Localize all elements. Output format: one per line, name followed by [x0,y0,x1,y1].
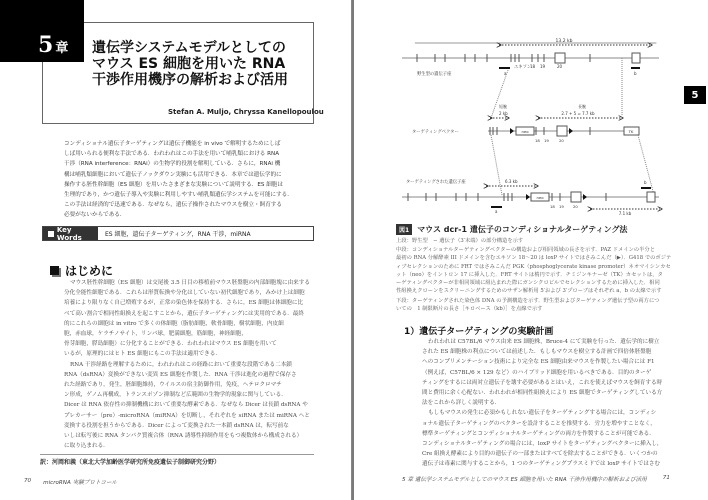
chapter-tab: 5 [684,86,706,104]
book-title: microRNA 実験プロトコール [43,480,118,486]
right-page [354,0,708,500]
text-line: プレカーサー（pre）-microRNA（miRNA）を切断し，それぞれを siRNA または miRNA へと [64,412,310,419]
text-line: 法をこれから詳しく説明する． [422,400,501,407]
text-line: ン形成，ゲノム再構成，トランスポゾン抑制など広範囲の生物学的現象に関与している． [64,392,287,399]
vec-exon-20-label: 20 [559,138,564,143]
targeted-neo-label: neo [536,195,544,200]
loxp-icon [510,128,514,134]
text-line: 変換する役割を担うからである．Dicer によって変換された一本鎖 dsRNA は，転写前な [64,422,289,429]
text-line: RNA 干渉経路を理解するために，われわれはこの経路において重要な段階である二本鎖 [70,361,292,368]
title-line: マウス ES 細胞を用いた RNA [92,56,286,72]
text-line: 干渉（RNA interference：RNAi）の生物学的役割を解明している．さらに，RNAi 機 [64,161,281,168]
chapter-kanji: 章 [55,41,69,56]
short-arm-length: 2 kb [499,111,508,116]
text-line: もしもマウスの発生に必須かもしれない遺伝子をターゲティングする場合には，コンディシ [428,410,657,417]
exon-19-label: 19 [540,64,546,69]
targeted-exon-20-box [571,192,581,202]
text-line: Cre 組換え酵素により目的の遺伝子の一部またはすべてを除去することができる．いくつかの [422,451,658,458]
divider [40,454,314,455]
square-icon [48,231,54,237]
text-line: ーゲティングベクターが非相同領域に組込まれた際にガンシクロビルでセレクションするために挿入した．相同 [396,280,660,287]
text-line: この手法は経済的で迅速である．なぜなら，遺伝子操作されたマウスを樹立・飼育する [64,202,282,209]
projection-line [638,135,654,195]
tgt-exon-18-label: 18 [550,204,555,209]
text-line: 標準ターゲティングとコンディショナルターゲティングの両方を作製することが可能である． [422,430,655,437]
probe-b-bar [631,67,640,69]
chapter-number: 5 [38,32,54,58]
targeted-probe-b-bar [641,187,651,189]
text-line: いるが，原理的にはヒト ES 細胞にもこの手法は適用できる． [64,351,221,358]
text-line: 骨芽細胞，膵島細胞）に分化することができる．われわれはマウス ES 細胞を用いて [64,341,277,348]
text-line: ィブセレクションのために FRT ではさみこんだ PGK（phosphoglycerate kinase promoter）ネオマイシンカセ [396,263,671,270]
short-arm-label: 短腕 [499,104,507,109]
probe-a-label: a [504,71,507,76]
title-frame-line [42,62,43,124]
tk-label: TK [628,129,634,134]
loxp-icon [583,194,587,200]
text-line: 下段：ターゲティングされた染色体 DNA の予測構造を示す．野生型およびターゲティング遺伝子型の両方につ [396,298,660,304]
figure-badge: 図1 [396,224,412,235]
text-line: 必要がないからである． [64,212,126,219]
page-number: 70 [24,478,32,484]
text-line: コンディショナル遺伝子ターゲティングは遺伝子機能を in vivo で解明するためにしば [64,141,281,147]
span-top-label: 13.2 kb [555,39,573,44]
targeted-probe-b: b [644,180,647,185]
text-line: 間と費用に余く心配ない．われわれが相同性組換えにより ES 細胞でターゲティングしている方 [422,390,663,397]
targeted-label: ターゲティングされた遺伝子座 [406,180,466,185]
exon-18-label: 18 [530,64,536,69]
subsection-title: 1）遺伝子ターゲティングの実験計画 [404,327,554,337]
vector-exon-20-box [557,126,567,136]
text-line: に取り込まれる． [64,443,109,450]
text-line: 分化全能性細胞である．これらは形質転換や分化はしていない初代細胞であり，みかけ上は細胞 [64,290,305,297]
text-line: 操作する胚性幹細胞（ES 細胞）を用いたさまざまな実験について説明する．ES 細胞は [64,181,283,188]
text-line: しば用いられる便利な手法である．われわれはこの手法を用いて哺乳類における RNA [64,151,280,158]
vector-label: ターゲティングベクター [412,130,459,135]
loxp-icon [569,128,573,134]
gene-targeting-diagram [354,0,684,215]
footer-chapter: 5 章 遺伝学システムモデルとしてのマウス ES 細胞を用いた RNA 干渉作用機序の解析および活用 [402,477,647,483]
translator-credit: 訳：河岡和義（東北大学加齢医学研究所免疫遺伝子制御研究分野） [40,459,221,466]
probe-b-label: b [634,71,637,76]
section-title: はじめに [65,264,114,278]
long-arm-length: 2.7 + 5 = 7.7 kb [561,111,595,116]
keywords-text: ES 細胞，遺伝子ターゲティング，RNA 干渉，miRNA [105,231,251,238]
figure-caption [396,224,628,235]
body-text [64,278,314,451]
loxp-icon [526,194,530,200]
keywords-label-text: Key Words [56,225,82,242]
text-line: べて高い割合で相同性組換えを起こすことから，遺伝子ターゲティングには実用的である．最終 [64,310,304,317]
span-targeted-right-label: 7.1 kb [618,211,632,215]
authors: Stefan A. Muljo, Chryssa Kanellopoulou [168,108,324,116]
text-line: コンディショナルターゲティングの場合には，loxP サイトをターゲティングベクターに挿入し， [422,441,663,448]
page-footer [402,475,670,483]
figure-desc-middle [396,246,672,296]
text-line: いての 1 制限断片の長さ［キロベース（kb）］を点線で示す [396,306,543,313]
exon-20-label: 20 [557,64,563,69]
text-line: れた経路であり，発生，胚細胞維持，ウイルスの宿主防御作用，免疫，ヘテロクロマチ [64,382,282,389]
text-line: Dicer は RNA 依存性の抑制機構において重要な酵素である．なぜなら Dicer は長鎖 dsRNA や [64,402,308,409]
section-heading [50,262,113,279]
text-line: 培養により限りなく自己増殖するが，正常の染色体を保持する．さらに，ES 細胞は体細胞に比 [64,300,304,307]
text-line: （例えば，C57BL/6 × 129 など）のハイブリッド細胞を用いるべきである．目的のターゲ [422,369,652,376]
vec-exon-19-label: 19 [544,138,549,143]
text-line: へのコンプリメンテーション技術により完全な ES 細胞由来マウスを作製したい場合には F1 [422,359,655,366]
text-line: 的にこれらの細胞は in vitro で多くの体細胞（脂肪細胞，軟骨細胞，樹状細胞，内皮細 [64,320,284,327]
exon-last-box [632,53,640,63]
text-line: ティングをするには両対立遺伝子を壊す必要があるとはいえ，これを使えばマウスを飼育する時 [422,379,663,386]
text-line: マウス胚性幹細胞（ES 細胞）は交尾後 3.5 日目の移植前マウス胚盤胞の内部細胞塊に由来する [70,280,310,286]
text-line: RNA（dsRNA）変換ができない変異 ES 細胞を作製した．RNA 干渉は進化の過程で保存さ [64,371,297,378]
vec-exon-18-label: 18 [535,138,540,143]
chapter-label [38,34,68,60]
exon-label: エキソン [514,65,532,70]
keywords-box [42,226,314,241]
long-arm-label: 長腕 [578,104,586,109]
probe-a-bar [499,67,510,69]
text-line: 中段：コンディショナルターゲティングベクターの構造および相同領域の長さを示す．PAZ ドメインの半分と [396,247,655,253]
text-line: 遺伝子は毒素に関与することから，1 つのターゲティングプラスミドでは loxP サイトではさむ [422,461,661,468]
title-line: 遺伝学システムモデルとしての [92,40,286,56]
targeted-exon-last-box [647,192,655,202]
text-line: いしは転写後に RNA タンパク質複合体（RNA 誘導性抑制作用をもつ複数体から構成される） [64,433,303,440]
tgt-exon-19-label: 19 [559,204,564,209]
left-page [0,0,352,500]
chapter-block [0,0,84,62]
page-footer [24,478,117,486]
targeted-probe-a: a [495,209,498,214]
body-text [422,337,672,470]
text-line: 性組換えクローンをスクリーニングするためのサザン解析用 5′および 3′プローブはそれぞれ a，b の太線で示す [396,288,662,295]
section-square-icon [50,266,59,275]
text-line: ット（neo）をイントロン 17 に挿入した．FRT サイトは楕円で示す．チミジンキナーゼ（TK）カセットは，タ [396,271,663,278]
page-number: 71 [662,475,670,481]
text-line: 胞，赤血球，ケラチノサイト，リンパ球，肥満細胞，筋細胞，神経細胞， [64,331,247,338]
chapter-title [92,40,288,88]
text-line: 構は哺乳類細胞において遺伝子ノックダウン実験にも活用できる．本章では遺伝学的に [64,171,282,178]
span-targeted-left-label: 6.3 kb [505,179,518,184]
figure-title: マウス dcr-1 遺伝子のコンディショナルターゲティング法 [417,225,628,234]
targeted-probe-a-bar [491,206,502,208]
figure-desc-top: 上段：野生型 − 遺伝子（3′末端）の部分構造を示す [396,238,524,244]
neo-label: neo [521,129,529,134]
tgt-exon-20-label: 20 [573,204,578,209]
text-line: された ES 細胞株の利点については前述した．もしもマウスを樹立する計画で四倍体胚盤胞 [422,349,652,356]
text-line: われわれは C57BL/6 マウス由来 ES 細胞株，Bruce-4 にて実験を行った．遺伝学的に樹立 [428,339,660,345]
text-line: ョナル遺伝子ターゲティングのベクターを設計することを推奨する．労力を増やすことなく， [422,420,656,427]
exon-20-box [555,53,565,63]
abstract [64,139,314,221]
text-line: 生理的であり，かつ遺伝子導入や実験に利用しやすい哺乳類遺伝学システムを可能にする． [64,192,293,199]
keywords-label [43,227,98,240]
wt-label: 野生型の遺伝子座 [417,72,452,77]
figure-desc-bottom [396,297,672,314]
text-line: 最初の RNA 分解酵素 III ドメインを含むエキソン 18〜20 は loxP サイトではさみこんだ（▶）．G418 でのポジテ [396,255,672,262]
title-line: 干渉作用機序の解析および活用 [92,72,288,88]
